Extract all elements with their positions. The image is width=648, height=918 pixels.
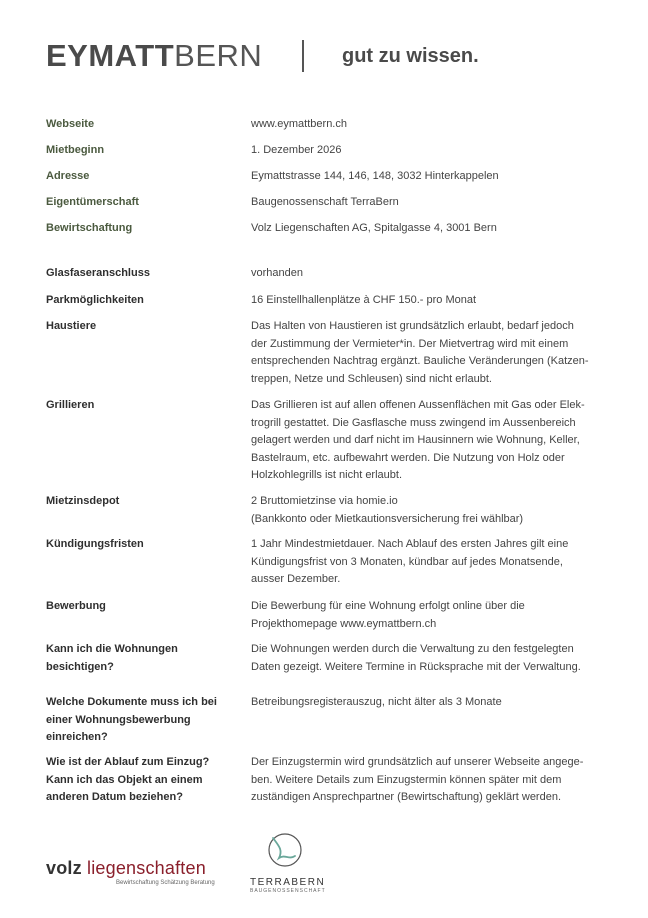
row-value-line: Volz Liegenschaften AG, Spitalgasse 4, 3001 Bern xyxy=(251,222,497,234)
row-value-line: www.eymattbern.ch xyxy=(251,118,347,130)
row-label xyxy=(46,142,226,160)
terrabern-sub: BAUGENOSSENSCHAFT xyxy=(250,888,326,894)
row-value xyxy=(251,754,611,807)
row-label-line: Parkmöglichkeiten xyxy=(46,294,144,306)
row-value-line: Projekthomepage www.eymattbern.ch xyxy=(251,617,437,630)
row-value xyxy=(251,194,611,212)
terrabern-logo xyxy=(250,830,326,894)
header-divider xyxy=(302,40,304,72)
row-label xyxy=(46,598,226,616)
row-value xyxy=(251,265,611,283)
row-value-line: der Zustimmung der Vermieter*in. Der Mietvertrag wird mit einem xyxy=(251,337,569,350)
row-value-line: gelagert werden und darf nicht im Hausinnern wie Wohnung, Keller, xyxy=(251,434,580,447)
row-label-line: Kann ich die Wohnungen xyxy=(46,643,178,655)
row-label-line: Welche Dokumente muss ich bei xyxy=(46,696,217,708)
row-label-line: Webseite xyxy=(46,118,95,130)
row-label-line: Mietbeginn xyxy=(46,144,105,156)
row-value-line: trogrill gestattet. Die Gasflasche muss zwingend im Aussenbereich xyxy=(251,416,576,429)
terrabern-name: TERRABERN xyxy=(250,877,326,888)
row-value-line: Bastelraum, etc. aufbewahrt werden. Die Nutzung von Holz oder xyxy=(251,451,565,464)
row-label xyxy=(46,220,226,238)
row-value-line: Holzkohlegrills ist nicht erlaubt. xyxy=(251,469,403,482)
row-label xyxy=(46,168,226,186)
row-value xyxy=(251,641,611,676)
row-value-line: Daten gezeigt. Weitere Termine in Rücksprache mit der Verwaltung. xyxy=(251,660,581,673)
row-value xyxy=(251,598,611,633)
row-value-line: Kündigungsfrist von 3 Monaten, kündbar auf jedes Monatsende, xyxy=(251,555,563,568)
row-value-line: Die Wohnungen werden durch die Verwaltung zu den festgelegten xyxy=(251,643,574,655)
row-value xyxy=(251,142,611,160)
row-label xyxy=(46,493,226,511)
row-label xyxy=(46,318,226,336)
row-value-line: ben. Weitere Details zum Einzugstermin können später mit dem xyxy=(251,773,562,786)
row-value xyxy=(251,493,611,528)
row-label xyxy=(46,536,226,554)
row-label-line: Eigentümerschaft xyxy=(46,196,139,208)
row-label-line: Bewerbung xyxy=(46,600,106,612)
row-label-line: einreichen? xyxy=(46,731,108,744)
tagline: gut zu wissen. xyxy=(342,45,479,67)
row-value-line: entsprechenden Nachtrag ergänzt. Bauliche Veränderungen (Katzen- xyxy=(251,355,589,368)
row-label xyxy=(46,116,226,134)
row-value-line: 1 Jahr Mindestmietdauer. Nach Ablauf des ersten Jahres gilt eine xyxy=(251,538,569,550)
row-value xyxy=(251,292,611,310)
row-label xyxy=(46,292,226,310)
row-value xyxy=(251,536,611,589)
row-value-line: Das Grillieren ist auf allen offenen Aussenflächen mit Gas oder Elek- xyxy=(251,399,585,411)
row-value-line: 1. Dezember 2026 xyxy=(251,144,342,156)
row-value-line: vorhanden xyxy=(251,267,303,279)
volz-logo-bold: volz xyxy=(46,858,82,878)
row-label-line: Glasfaseranschluss xyxy=(46,267,150,279)
row-label-line: Grillieren xyxy=(46,399,95,411)
row-label xyxy=(46,754,226,807)
row-label-line: Kündigungsfristen xyxy=(46,538,144,550)
row-label-line: Bewirtschaftung xyxy=(46,222,133,234)
row-value-line: Die Bewerbung für eine Wohnung erfolgt online über die xyxy=(251,600,525,612)
row-label-line: Wie ist der Ablauf zum Einzug? xyxy=(46,756,210,768)
terrabern-icon xyxy=(265,830,305,870)
row-value xyxy=(251,220,611,238)
row-value-line: (Bankkonto oder Mietkautionsversicherung frei wählbar) xyxy=(251,512,524,525)
row-label-line: Haustiere xyxy=(46,320,97,332)
row-value xyxy=(251,318,611,388)
row-value-line: 2 Bruttomietzinse via homie.io xyxy=(251,495,398,507)
page-header xyxy=(46,38,606,74)
row-label-line: Adresse xyxy=(46,170,90,182)
row-value-line: Baugenossenschaft TerraBern xyxy=(251,196,399,208)
row-value-line: ausser Dezember. xyxy=(251,573,341,586)
row-value-line: Betreibungsregisterauszug, nicht älter als 3 Monate xyxy=(251,696,502,708)
volz-logo-light: liegenschaften xyxy=(87,858,206,878)
row-label-line: Kann ich das Objekt an einem xyxy=(46,773,203,786)
row-value-line: Der Einzugstermin wird grundsätzlich auf unserer Webseite angege- xyxy=(251,756,584,768)
row-value xyxy=(251,116,611,134)
row-value-line: 16 Einstellhallenplätze à CHF 150.- pro Monat xyxy=(251,294,477,306)
volz-logo xyxy=(46,858,215,886)
row-label xyxy=(46,694,226,747)
row-value xyxy=(251,168,611,186)
row-value xyxy=(251,694,611,712)
row-label xyxy=(46,265,226,283)
row-value-line: Eymattstrasse 144, 146, 148, 3032 Hinterkappelen xyxy=(251,170,499,182)
row-value xyxy=(251,397,611,485)
row-value-line: treppen, Netze und Schleusen) sind nicht erlaubt. xyxy=(251,372,492,385)
eymattbern-logo: EYMATTBERN xyxy=(46,38,263,73)
row-label xyxy=(46,194,226,212)
row-label-line: besichtigen? xyxy=(46,660,114,673)
row-label-line: Mietzinsdepot xyxy=(46,495,120,507)
volz-tagline: Bewirtschaftung Schätzung Beratung xyxy=(116,880,215,886)
row-value-line: Das Halten von Haustieren ist grundsätzlich erlaubt, bedarf jedoch xyxy=(251,320,574,332)
row-label xyxy=(46,397,226,415)
row-value-line: zuständigen Ansprechpartner (Bewirtschaftung) geklärt werden. xyxy=(251,791,562,804)
row-label-line: einer Wohnungsbewerbung xyxy=(46,713,191,726)
row-label xyxy=(46,641,226,676)
row-label-line: anderen Datum beziehen? xyxy=(46,791,183,804)
